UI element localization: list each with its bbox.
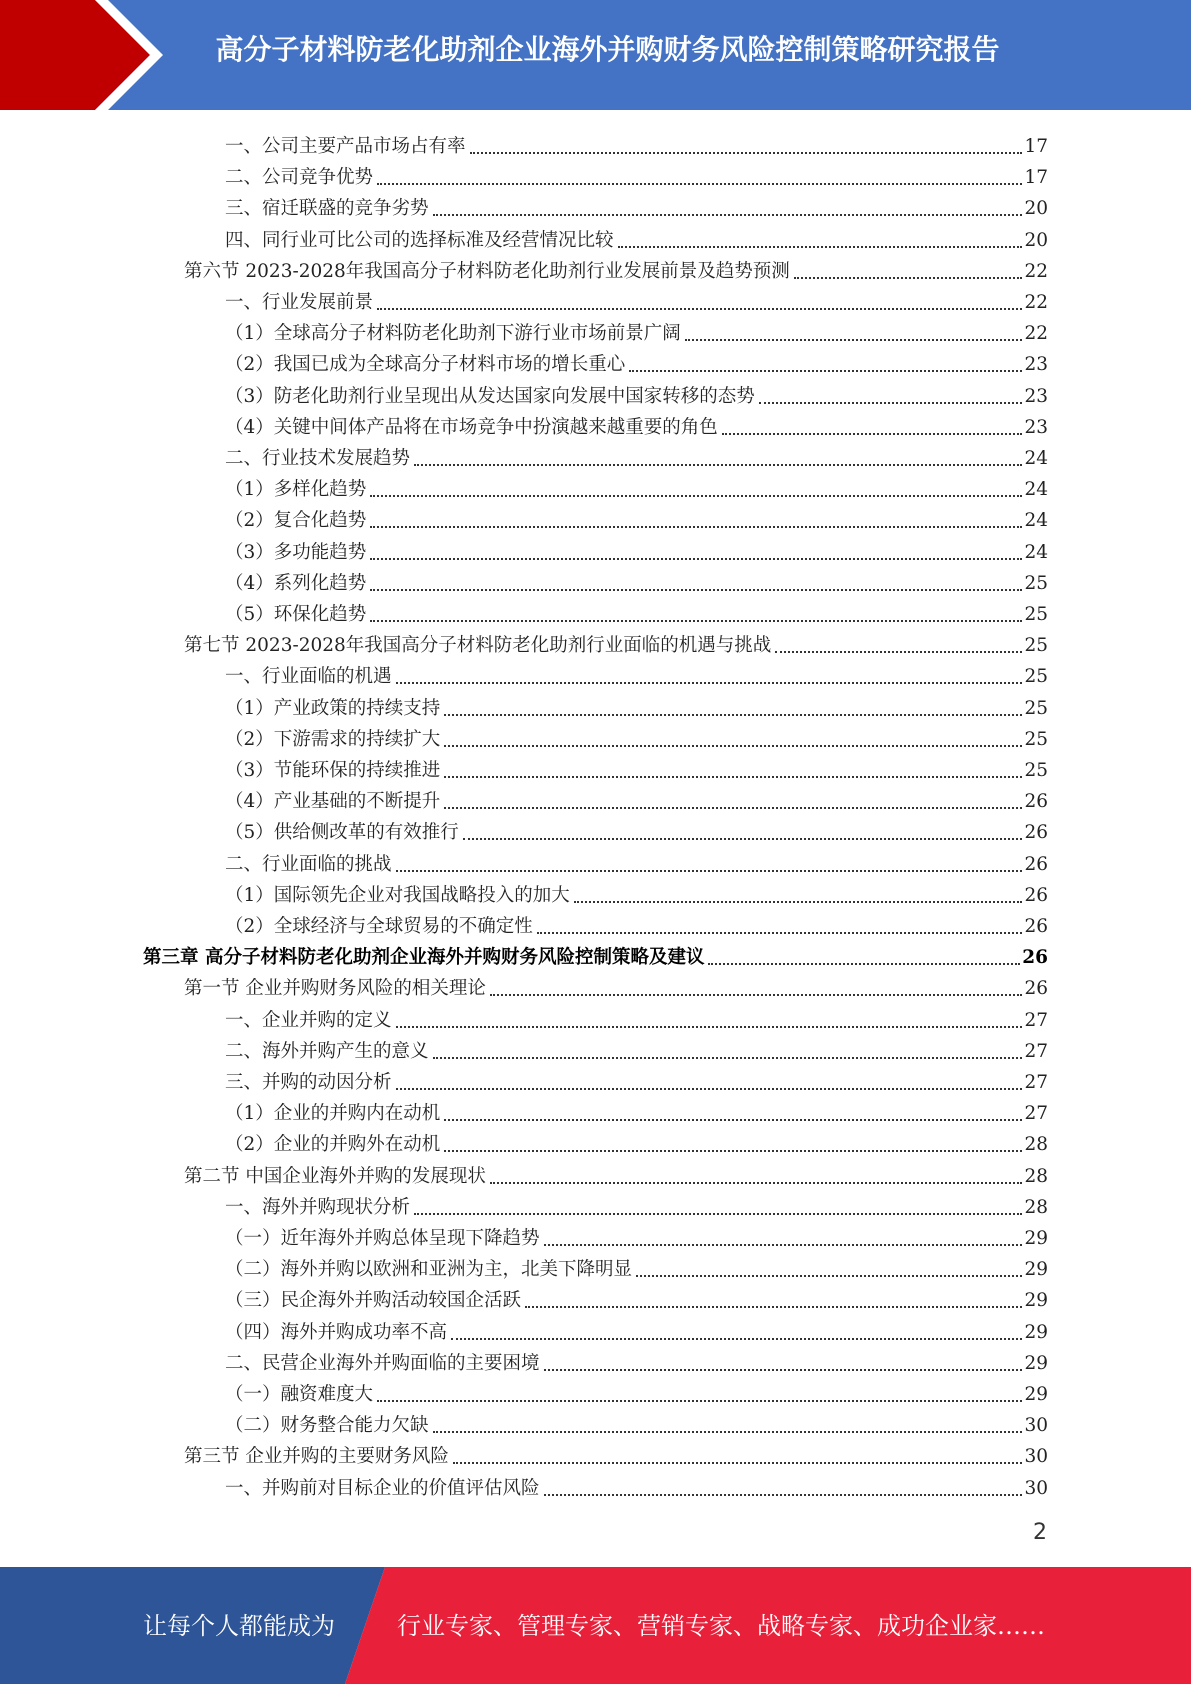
toc-entry-page: 22 [1024,292,1048,313]
toc-leader-dots [396,870,1023,872]
toc-leader-dots [396,682,1023,684]
header-banner [0,0,1191,110]
toc-entry-title: （2）全球经济与全球贸易的不确定性 [225,916,533,937]
toc-entry[interactable] [225,720,1048,751]
toc-leader-dots [544,1369,1023,1371]
toc-entry-page: 26 [1024,916,1048,937]
toc-entry[interactable] [225,127,1048,158]
toc-entry[interactable] [225,470,1048,501]
toc-entry-title: 第二节 中国企业海外并购的发展现状 [184,1165,486,1187]
toc-entry-title: 第三节 企业并购的主要财务风险 [184,1446,449,1468]
toc-entry[interactable] [225,345,1048,376]
toc-entry-title: 第三章 高分子材料防老化助剂企业海外并购财务风险控制策略及建议 [143,947,705,969]
toc-entry-page: 24 [1024,448,1048,469]
toc-leader-dots [444,776,1022,778]
toc-entry-page: 23 [1024,354,1048,376]
toc-entry-title: 二、行业面临的挑战 [225,853,392,875]
toc-entry[interactable] [225,751,1048,782]
toc-entry-title: 第一节 企业并购财务风险的相关理论 [184,978,486,1000]
toc-entry-title: （4）系列化趋势 [225,572,367,594]
toc-leader-dots [444,714,1022,716]
toc-entry-title: 二、民营企业海外并购面临的主要困境 [225,1352,540,1374]
toc-entry-title: （1）全球高分子材料防老化助剂下游行业市场前景广阔 [225,323,681,345]
toc-entry-title: 一、并购前对目标企业的价值评估风险 [225,1477,540,1499]
toc-entry-page: 23 [1024,416,1048,438]
toc-leader-dots [370,620,1022,622]
toc-leader-dots [370,495,1022,497]
toc-entry[interactable] [225,1188,1048,1219]
toc-leader-dots [444,1150,1022,1152]
toc-entry[interactable] [225,439,1048,470]
toc-entry[interactable] [225,657,1048,688]
toc-entry-page: 29 [1024,1352,1048,1374]
toc-entry[interactable] [225,1313,1048,1344]
toc-entry-title: 一、企业并购的定义 [225,1009,392,1031]
toc-leader-dots [370,526,1022,528]
toc-entry-page: 17 [1024,136,1048,157]
toc-leader-dots [525,1306,1022,1308]
toc-entry[interactable] [225,1344,1048,1375]
toc-leader-dots [574,901,1023,903]
toc-entry[interactable] [225,1094,1048,1125]
toc-entry-page: 25 [1024,697,1048,719]
toc-entry-title: 二、行业技术发展趋势 [225,448,411,469]
toc-entry[interactable] [225,595,1048,626]
toc-entry-page: 29 [1024,1384,1048,1405]
toc-entry-page: 24 [1024,541,1048,563]
toc-entry-page: 24 [1024,510,1048,532]
toc-leader-dots [414,1213,1022,1215]
toc-leader-dots [636,1275,1022,1277]
toc-entry-page: 17 [1024,167,1048,189]
toc-leader-dots [433,1057,1023,1059]
toc-entry[interactable] [225,1375,1048,1406]
toc-leader-dots [775,651,1022,653]
toc-entry-title: （2）复合化趋势 [225,510,367,532]
toc-entry[interactable] [225,1125,1048,1156]
toc-leader-dots [544,1244,1023,1246]
toc-entry-page: 26 [1024,884,1048,906]
toc-entry-title: 四、同行业可比公司的选择标准及经营情况比较 [225,229,614,251]
toc-entry-title: （1）企业的并购内在动机 [225,1103,441,1125]
toc-entry-title: 一、海外并购现状分析 [225,1196,411,1218]
toc-leader-dots [490,994,1023,996]
toc-entry-page: 27 [1024,1040,1048,1062]
toc-leader-dots [433,214,1023,216]
toc-leader-dots [794,277,1023,279]
toc-entry[interactable] [225,533,1048,564]
toc-entry-title: （3）防老化助剂行业呈现出从发达国家向发展中国家转移的态势 [225,385,755,407]
toc-entry-page: 30 [1024,1415,1048,1437]
toc-entry-title: （5）供给侧改革的有效推行 [225,822,459,844]
toc-entry-title: （1）产业政策的持续支持 [225,697,441,719]
toc-entry-title: （一）融资难度大 [225,1384,374,1405]
toc-leader-dots [396,1088,1023,1090]
toc-entry[interactable] [184,969,1048,1000]
toc-entry-page: 26 [1022,947,1048,969]
toc-entry-title: 三、宿迁联盛的竞争劣势 [225,198,429,220]
toc-entry-page: 25 [1024,572,1048,594]
toc-entry-title: （二）海外并购以欧洲和亚洲为主，北美下降明显 [225,1259,633,1281]
footer-slogan-right: 行业专家、管理专家、营销专家、战略专家、成功企业家…… [397,1612,1045,1640]
toc-entry-page: 29 [1024,1259,1048,1281]
toc-leader-dots [708,963,1020,965]
toc-entry-title: 第七节 2023-2028年我国高分子材料防老化助剂行业面临的机遇与挑战 [184,635,772,657]
toc-entry[interactable] [225,813,1048,844]
toc-entry[interactable] [225,1032,1048,1063]
toc-entry[interactable] [225,1250,1048,1281]
toc-leader-dots [629,370,1022,372]
toc-entry-title: （1）国际领先企业对我国战略投入的加大 [225,884,570,906]
toc-entry-title: （一）近年海外并购总体呈现下降趋势 [225,1228,540,1249]
toc-leader-dots [444,745,1022,747]
toc-leader-dots [722,433,1023,435]
toc-entry-title: 一、行业发展前景 [225,292,374,313]
toc-entry-page: 25 [1024,666,1048,688]
toc-entry[interactable] [184,252,1048,283]
toc-entry-page: 26 [1024,978,1048,1000]
toc-entry-page: 27 [1024,1009,1048,1031]
toc-entry[interactable] [225,689,1048,720]
toc-leader-dots [463,838,1023,840]
toc-entry-title: 一、公司主要产品市场占有率 [225,136,466,157]
toc-entry[interactable] [225,782,1048,813]
toc-entry[interactable] [184,626,1048,657]
toc-entry-page: 28 [1024,1196,1048,1218]
toc-entry-page: 28 [1024,1134,1048,1156]
toc-entry[interactable] [225,189,1048,220]
toc-entry-title: （1）多样化趋势 [225,479,367,501]
toc-entry[interactable] [225,564,1048,595]
toc-entry-title: 一、行业面临的机遇 [225,666,392,688]
toc-entry-page: 30 [1024,1446,1048,1468]
toc-entry-page: 27 [1024,1072,1048,1093]
toc-entry[interactable] [225,1406,1048,1437]
toc-leader-dots [451,1338,1022,1340]
toc-entry-title: （4）产业基础的不断提升 [225,791,441,813]
toc-leader-dots [377,308,1022,310]
toc-entry-title: 二、公司竞争优势 [225,167,374,189]
toc-entry[interactable] [225,283,1048,314]
toc-entry-title: （2）企业的并购外在动机 [225,1134,441,1156]
toc-entry-page: 22 [1024,260,1048,282]
toc-entry-page: 22 [1024,323,1048,345]
toc-entry-page: 30 [1024,1477,1048,1499]
toc-entry[interactable] [225,221,1048,252]
toc-leader-dots [537,932,1023,934]
toc-entry[interactable] [225,377,1048,408]
toc-entry[interactable] [225,1281,1048,1312]
toc-entry-title: （二）财务整合能力欠缺 [225,1415,429,1437]
toc-entry-title: 二、海外并购产生的意义 [225,1040,429,1062]
toc-entry-page: 26 [1024,853,1048,875]
toc-entry-page: 28 [1024,1165,1048,1187]
toc-entry[interactable] [225,876,1048,907]
toc-leader-dots [370,589,1022,591]
toc-entry[interactable] [225,1469,1048,1500]
toc-entry-title: 三、并购的动因分析 [225,1072,392,1093]
toc-leader-dots [759,402,1023,404]
toc-leader-dots [377,183,1022,185]
toc-leader-dots [370,558,1022,560]
toc-leader-dots [444,1119,1022,1121]
toc-entry-page: 25 [1024,604,1048,625]
toc-entry[interactable] [225,1219,1048,1250]
toc-leader-dots [544,1494,1023,1496]
toc-entry-page: 20 [1024,198,1048,220]
toc-entry[interactable] [225,501,1048,532]
toc-entry-page: 27 [1024,1103,1048,1125]
toc-leader-dots [490,1182,1023,1184]
toc-entry-title: （四）海外并购成功率不高 [225,1321,448,1343]
toc-entry[interactable] [225,1001,1048,1032]
toc-entry-page: 26 [1024,822,1048,844]
toc-entry-page: 25 [1024,760,1048,781]
toc-leader-dots [433,1431,1023,1433]
toc-entry-page: 29 [1024,1228,1048,1249]
toc-entry[interactable] [184,1437,1048,1468]
toc-entry-title: （4）关键中间体产品将在市场竞争中扮演越来越重要的角色 [225,416,718,438]
toc-entry[interactable] [225,158,1048,189]
toc-entry-title: （3）多功能趋势 [225,541,367,563]
toc-entry-page: 23 [1024,385,1048,407]
page-number: 2 [1033,1520,1047,1545]
toc-entry[interactable] [225,314,1048,345]
toc-leader-dots [453,1462,1023,1464]
toc-entry[interactable] [143,938,1048,969]
toc-entry-title: 第六节 2023-2028年我国高分子材料防老化助剂行业发展前景及趋势预测 [184,260,790,282]
toc-entry[interactable] [184,1157,1048,1188]
toc-entry[interactable] [225,408,1048,439]
toc-leader-dots [444,807,1022,809]
footer-slogan-left: 让每个人都能成为 [143,1612,335,1640]
toc-leader-dots [470,152,1023,154]
toc-entry-page: 25 [1024,728,1048,750]
toc-entry-title: （2）我国已成为全球高分子材料市场的增长重心 [225,354,626,376]
toc-entry-page: 25 [1024,635,1048,657]
toc-leader-dots [618,246,1023,248]
toc-entry[interactable] [225,1063,1048,1094]
toc-leader-dots [396,1026,1023,1028]
toc-entry-title: （5）环保化趋势 [225,604,367,625]
footer-banner [0,1567,1191,1684]
document-title: 高分子材料防老化助剂企业海外并购财务风险控制策略研究报告 [215,33,1000,66]
toc-entry[interactable] [225,845,1048,876]
toc-entry-page: 26 [1024,791,1048,813]
toc-entry-page: 29 [1024,1290,1048,1312]
toc-entry[interactable] [225,907,1048,938]
toc-leader-dots [685,339,1023,341]
toc-leader-dots [414,464,1022,466]
toc-entry-page: 20 [1024,229,1048,251]
toc-entry-title: （2）下游需求的持续扩大 [225,728,441,750]
toc-entry-page: 24 [1024,479,1048,501]
toc-entry-title: （3）节能环保的持续推进 [225,760,441,781]
toc-leader-dots [377,1400,1022,1402]
toc-entry-page: 29 [1024,1321,1048,1343]
toc-entry-title: （三）民企海外并购活动较国企活跃 [225,1290,522,1312]
